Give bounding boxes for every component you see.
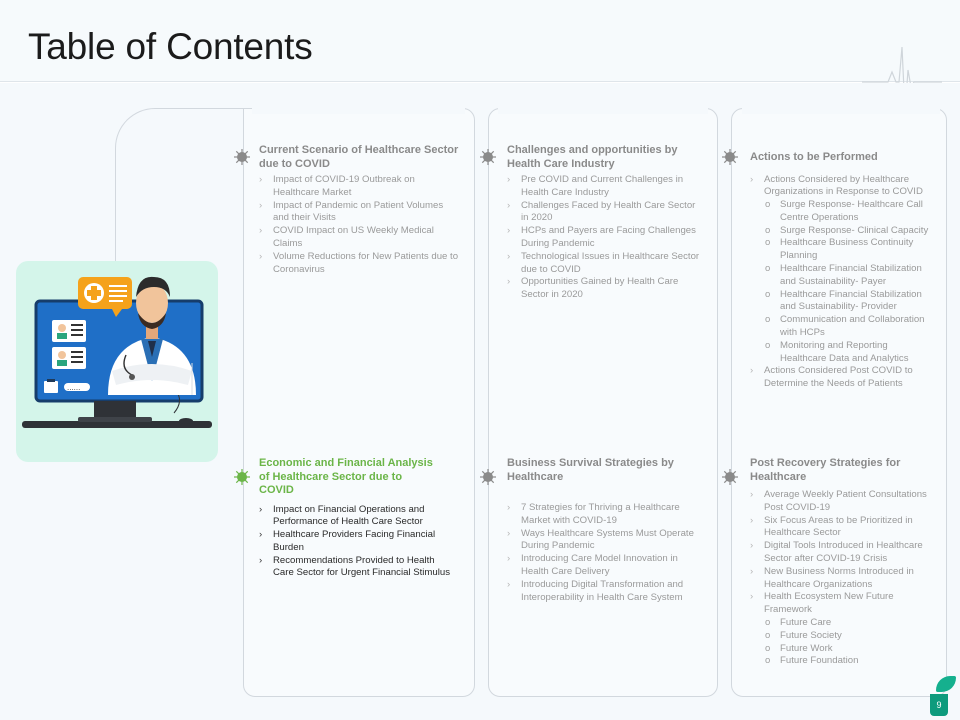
doctor-monitor-icon: [16, 261, 218, 462]
section-business-survival: [507, 457, 707, 604]
list-item[interactable]: › Impact on Financial Operations and Performance of Health Care Sector: [259, 504, 455, 530]
section-title: Challenges and opportunities by Health Care Industry: [507, 144, 678, 170]
list-item[interactable]: › Digital Tools Introduced in Healthcare Sector after COVID-19 Crisis: [750, 540, 930, 566]
svg-text:......: ......: [67, 384, 81, 392]
list-item[interactable]: › New Business Norms Introduced in Healthcare Organizations: [750, 566, 930, 592]
section-economic-analysis: [259, 457, 455, 580]
list-item[interactable]: › Actions Considered Post COVID to Determine the Needs of Patients: [750, 365, 934, 391]
sub-list-item[interactable]: o Surge Response- Healthcare Call Centre Operations: [764, 199, 934, 225]
list-item[interactable]: › Impact of COVID-19 Outbreak on Healthcare Market: [259, 174, 459, 200]
list-item[interactable]: › Introducing Digital Transformation and Interoperability in Health Care System: [507, 579, 707, 605]
list-item[interactable]: › Ways Healthcare Systems Must Operate During Pandemic: [507, 528, 707, 554]
header-bar: [0, 0, 960, 82]
doctor-illustration: [16, 261, 218, 462]
section-list: [507, 502, 707, 604]
list-item[interactable]: › Technological Issues in Healthcare Sector due to COVID: [507, 251, 703, 277]
burst-icon: [722, 149, 738, 165]
sub-list-item[interactable]: o Monitoring and Reporting Healthcare Data and Analytics: [764, 340, 934, 366]
list-item[interactable]: › Opportunities Gained by Health Care Sector in 2020: [507, 276, 703, 302]
sub-list-item[interactable]: o Future Care: [764, 617, 930, 630]
list-item[interactable]: [750, 591, 930, 668]
frame-gap: [498, 100, 708, 114]
section-actions: [750, 151, 934, 391]
page-number: 9: [930, 694, 948, 716]
list-item[interactable]: › Six Focus Areas to be Prioritized in Healthcare Sector: [750, 515, 930, 541]
sub-list-item[interactable]: o Communication and Collaboration with HCPs: [764, 314, 934, 340]
burst-icon: [480, 469, 496, 485]
burst-icon: [480, 149, 496, 165]
list-item[interactable]: › COVID Impact on US Weekly Medical Claims: [259, 225, 459, 251]
section-list: [750, 489, 930, 668]
sub-list-item[interactable]: o Future Work: [764, 643, 930, 656]
list-item[interactable]: › Impact of Pandemic on Patient Volumes and their Visits: [259, 200, 459, 226]
section-challenges: [507, 144, 703, 302]
list-item-text: Health Ecosystem New Future Framework: [764, 591, 894, 616]
sub-list: [764, 199, 934, 365]
section-list: [507, 174, 703, 302]
frame-gap: [252, 100, 465, 114]
section-title: Current Scenario of Healthcare Sector due to COVID: [259, 144, 459, 170]
sub-list-item[interactable]: o Surge Response- Clinical Capacity: [764, 225, 934, 238]
burst-icon: [722, 469, 738, 485]
frame-gap: [742, 100, 940, 114]
section-title: Economic and Financial Analysis of Healthcare Sector due to COVID: [259, 457, 433, 496]
sub-list-item[interactable]: o Healthcare Business Continuity Planning: [764, 237, 934, 263]
section-title: Post Recovery Strategies for Healthcare: [750, 457, 901, 483]
sub-list-item[interactable]: o Future Foundation: [764, 655, 930, 668]
list-item-text: Actions Considered by Healthcare Organizations in Response to COVID: [764, 173, 923, 198]
section-title: Business Survival Strategies by Healthcare: [507, 457, 674, 483]
section-list: [750, 174, 934, 392]
list-item[interactable]: › Challenges Faced by Health Care Sector in 2020: [507, 200, 703, 226]
list-item[interactable]: › Volume Reductions for New Patients due to Coronavirus: [259, 251, 459, 277]
sub-list-item[interactable]: o Healthcare Financial Stabilization and Sustainability- Payer: [764, 263, 934, 289]
list-item[interactable]: › Introducing Care Model Innovation in Health Care Delivery: [507, 553, 707, 579]
sub-list: [764, 617, 930, 668]
section-current-scenario: [259, 144, 459, 276]
page-title: Table of Contents: [28, 26, 313, 67]
burst-icon: [234, 469, 250, 485]
list-item[interactable]: › HCPs and Payers are Facing Challenges During Pandemic: [507, 225, 703, 251]
section-post-recovery: [750, 457, 930, 668]
section-list: [259, 504, 455, 581]
list-item[interactable]: › Recommendations Provided to Health Care Sector for Urgent Financial Stimulus: [259, 555, 455, 581]
burst-icon: [234, 149, 250, 165]
list-item[interactable]: › Healthcare Providers Facing Financial Burden: [259, 529, 455, 555]
section-list: [259, 174, 459, 276]
sub-list-item[interactable]: o Healthcare Financial Stabilization and Sustainability- Provider: [764, 289, 934, 315]
list-item[interactable]: › 7 Strategies for Thriving a Healthcare Market with COVID-19: [507, 502, 707, 528]
sub-list-item[interactable]: o Future Society: [764, 630, 930, 643]
list-item[interactable]: › Pre COVID and Current Challenges in Health Care Industry: [507, 174, 703, 200]
list-item[interactable]: › Average Weekly Patient Consultations Post COVID-19: [750, 489, 930, 515]
section-title: Actions to be Performed: [750, 151, 878, 163]
list-item[interactable]: [750, 174, 934, 366]
